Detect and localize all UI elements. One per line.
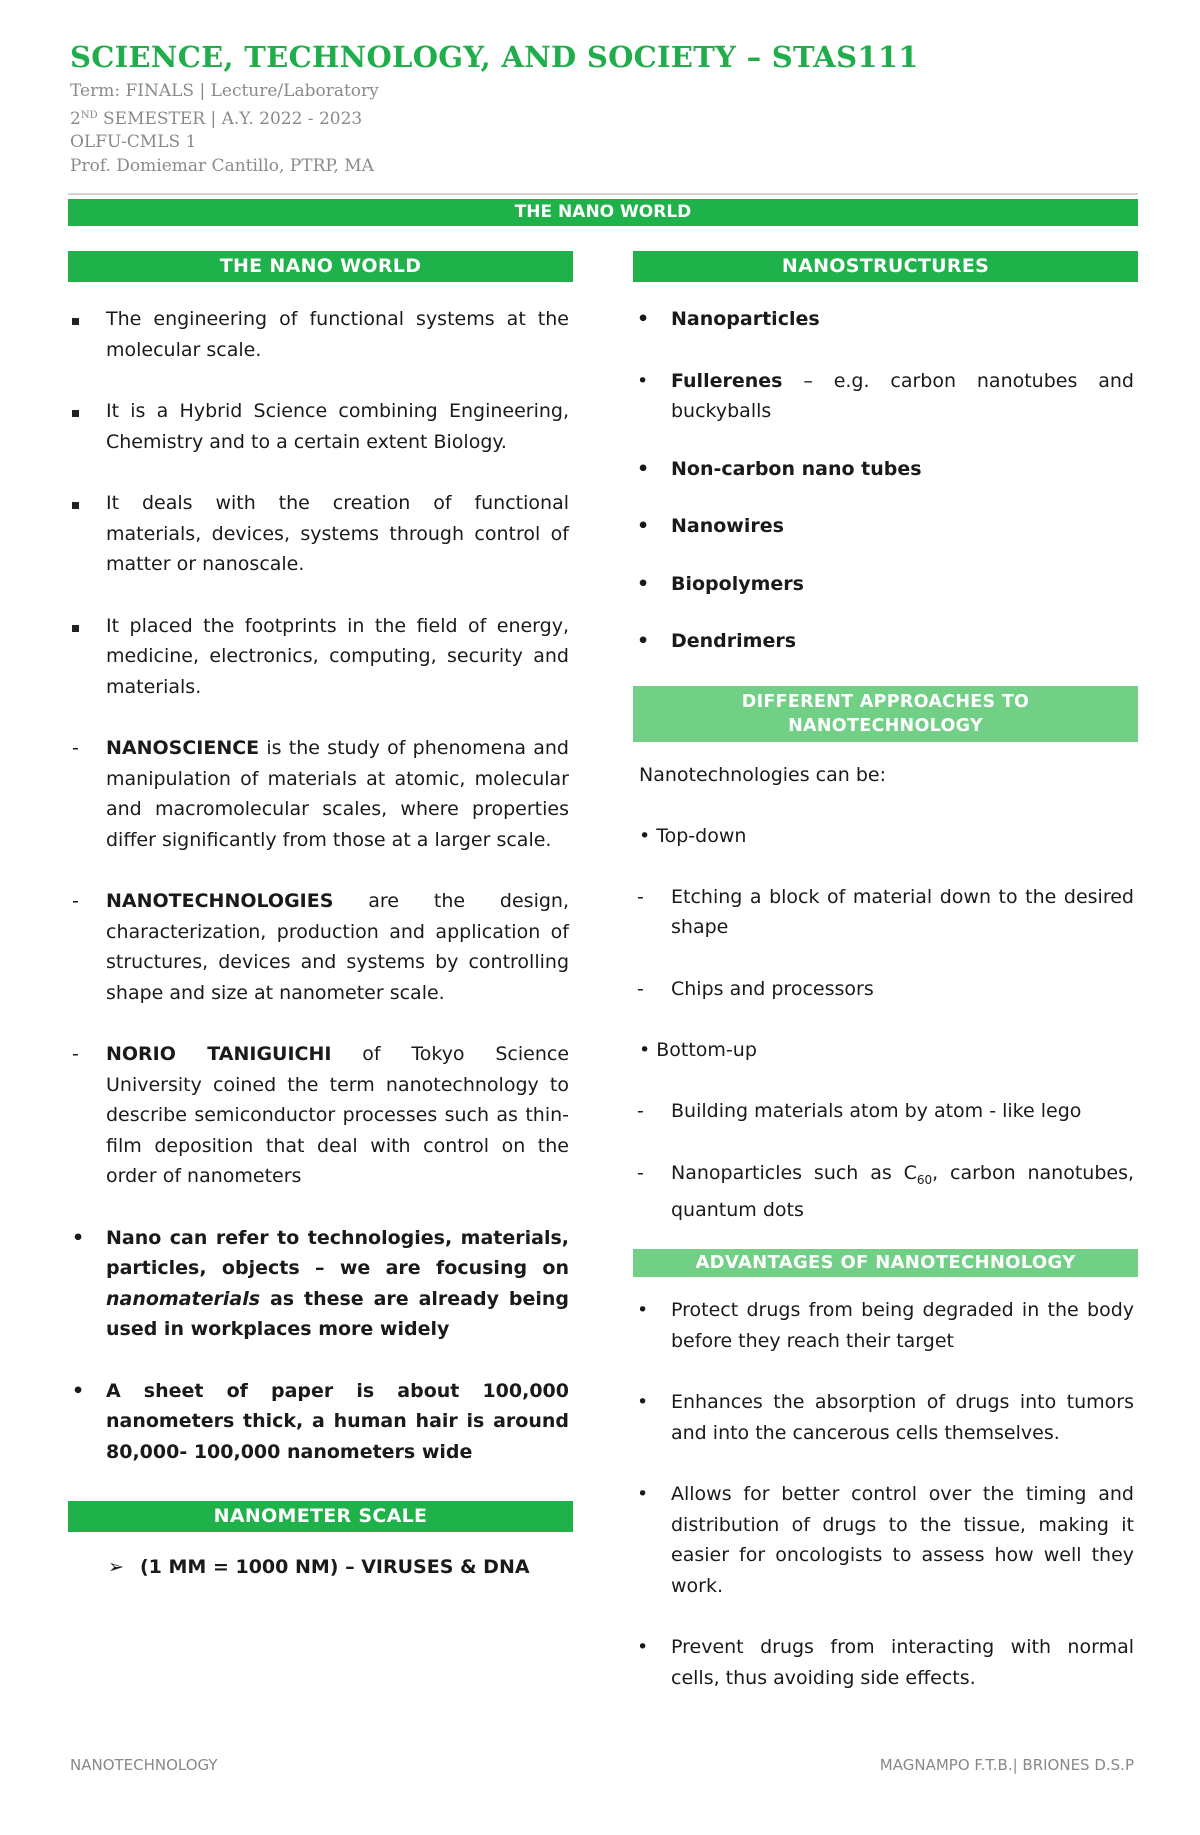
professor-line: Prof. Domiemar Cantillo, PTRP, MA: [70, 155, 374, 176]
definition-norio-taniguichi: - NORIO TANIGUICHI of Tokyo Science University coined the term nanotechnology to describe semiconductor processes such as thin-film deposition that deal with control on the order of nanometers: [68, 1039, 573, 1192]
bullet-icon: •: [637, 369, 649, 392]
square-bullet-icon: [72, 304, 92, 335]
header-divider: [68, 193, 1138, 195]
bullet-icon: •: [637, 308, 650, 330]
section-heading-approaches: DIFFERENT APPROACHES TO NANOTECHNOLOGY: [633, 686, 1138, 742]
term-line: Term: FINALS | Lecture/Laboratory: [70, 81, 379, 101]
arrow-bullet-icon: ➢: [108, 1556, 124, 1578]
bullet-icon: •: [637, 1636, 649, 1659]
bullet-icon: •: [72, 1226, 85, 1249]
dash-bullet-icon: -: [637, 1100, 644, 1122]
square-bullet-icon: [72, 396, 92, 427]
bullet-icon: •: [637, 1299, 649, 1322]
list-item: - Chips and processors: [633, 974, 1138, 1005]
list-item: • Nanowires: [633, 511, 1138, 542]
list-item: It is a Hybrid Science combining Engineering, Chemistry and to a certain extent Biology.: [68, 396, 573, 457]
list-item: • Protect drugs from being degraded in the body before they reach their target: [633, 1295, 1138, 1356]
list-item: ➢ (1 MM = 1000 NM) – VIRUSES & DNA: [68, 1552, 573, 1583]
bullet-icon: •: [637, 1483, 649, 1506]
dash-bullet-icon: -: [637, 977, 644, 1000]
bottom-up-label: • Bottom-up: [639, 1039, 757, 1061]
list-item: The engineering of functional systems at the molecular scale.: [68, 304, 573, 365]
dash-bullet-icon: -: [637, 885, 644, 908]
semester-line: 2ND SEMESTER | A.Y. 2022 - 2023: [70, 108, 363, 129]
footer-authors: MAGNAMPO F.T.B.| BRIONES D.S.P: [879, 1756, 1134, 1774]
list-item: • Enhances the absorption of drugs into tumors and into the cancerous cells themselves.: [633, 1387, 1138, 1448]
right-column: [633, 251, 1138, 1693]
list-item: • Nanoparticles: [633, 304, 1138, 335]
list-item: - Etching a block of material down to the desired shape: [633, 882, 1138, 943]
dash-bullet-icon: -: [72, 1043, 79, 1065]
list-item: • A sheet of paper is about 100,000 nanometers thick, a human hair is around 80,000- 100,000 nanometers wide: [68, 1376, 573, 1468]
section-heading-advantages: ADVANTAGES OF NANOTECHNOLOGY: [633, 1249, 1138, 1277]
bullet-icon: •: [637, 630, 650, 652]
list-item: • Prevent drugs from interacting with normal cells, thus avoiding side effects.: [633, 1632, 1138, 1693]
list-item: It deals with the creation of functional materials, devices, systems through control of matter or nanoscale.: [68, 488, 573, 580]
footer-topic: NANOTECHNOLOGY: [70, 1756, 218, 1774]
left-column: [68, 251, 573, 1583]
list-item: • Fullerenes – e.g. carbon nanotubes and buckyballs: [633, 366, 1138, 427]
definition-nanoscience: - NANOSCIENCE is the study of phenomena and manipulation of materials at atomic, molecular and macromolecular scales, where properties differ significantly from those at a larger scale.: [68, 733, 573, 855]
square-bullet-icon: [72, 611, 92, 642]
section-heading-nanometer-scale: NANOMETER SCALE: [68, 1501, 573, 1532]
list-item: It placed the footprints in the field of energy, medicine, electronics, computing, security and materials.: [68, 611, 573, 703]
bullet-icon: •: [637, 515, 650, 537]
list-item: • Non-carbon nano tubes: [633, 454, 1138, 485]
list-item: • Allows for better control over the timing and distribution of drugs to the tissue, making it easier for oncologists to assess how well they work.: [633, 1479, 1138, 1601]
definition-nanotechnologies: - NANOTECHNOLOGIES are the design, characterization, production and application of structures, devices and systems by controlling shape and size at nanometer scale.: [68, 886, 573, 1008]
section-line: OLFU-CMLS 1: [70, 132, 197, 152]
list-item: • Dendrimers: [633, 626, 1138, 657]
section-heading-nano-world: THE NANO WORLD: [68, 251, 573, 282]
document-meta: [70, 80, 379, 178]
square-bullet-icon: [72, 488, 92, 519]
document-title: SCIENCE, TECHNOLOGY, AND SOCIETY – STAS111: [70, 40, 919, 74]
topic-banner: THE NANO WORLD: [68, 199, 1138, 226]
bullet-icon: •: [72, 1379, 85, 1402]
dash-bullet-icon: -: [72, 737, 79, 759]
dash-bullet-icon: -: [72, 890, 79, 912]
list-item: • Biopolymers: [633, 569, 1138, 600]
bullet-icon: •: [637, 457, 650, 480]
top-down-label: • Top-down: [639, 824, 747, 847]
section-heading-nanostructures: NANOSTRUCTURES: [633, 251, 1138, 282]
approaches-intro: Nanotechnologies can be:: [639, 763, 887, 786]
bullet-icon: •: [637, 1391, 649, 1414]
list-item: - Nanoparticles such as $C_{60}$, carbon nanotubes, quantum dots: [633, 1158, 1138, 1226]
list-item: • Nano can refer to technologies, materials, particles, objects – we are focusing on nanomaterials as these are already being used in workplaces more widely: [68, 1223, 573, 1345]
bullet-icon: •: [637, 572, 650, 595]
list-item: - Building materials atom by atom - like lego: [633, 1096, 1138, 1127]
dash-bullet-icon: -: [637, 1161, 644, 1184]
